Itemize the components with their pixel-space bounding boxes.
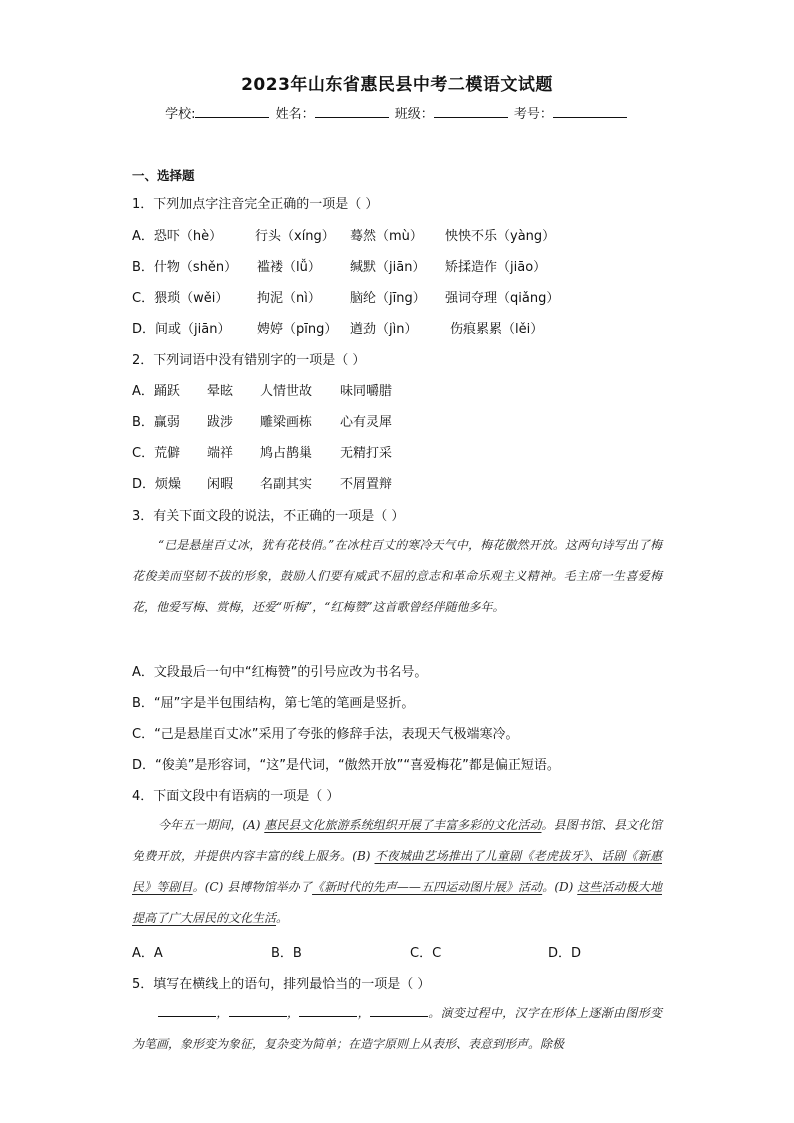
q5-stem: 5．填写在横线上的语句，排列最恰当的一项是（ ） [132, 977, 431, 992]
q3-option-a: A．文段最后一句中“红梅赞”的引号应改为书名号。 [132, 665, 428, 680]
q4-passage: 今年五一期间，(A) 惠民县文化旅游系统组织开展了丰富多彩的文化活动。县图书馆、县文化馆免费开放，并提供内容丰富的线上服务。(B) 不夜城曲艺场推出了儿童剧《老虎拔牙》、话剧《新惠民》等剧目。(C) 县博物馆举办了《新时代的先声——五四运动图片展》活动。(D) 这些活动极大地提高了广大居民的文化生活。 [132, 818, 662, 925]
student-info-line [0, 103, 794, 122]
q4-segment-c: 《新时代的先声——五四运动图片展》活动 [312, 880, 543, 894]
section-heading: 一、选择题 [132, 168, 195, 183]
q5-blank-3[interactable] [299, 1004, 357, 1017]
page-title: 2023年山东省惠民县中考二模语文试题 [241, 75, 553, 95]
q4-option-b: B．B [271, 946, 302, 961]
exam-page: 2023年山东省惠民县中考二模语文试题 学校: 姓名： 班级： 考号： 一、选择题 1．下列加点字注音完全正确的一项是（ ） A．恐吓（hè） 行头（xíng） 蓦然（mù） 怏怏不乐（yàng） B．什物（shěn） 褴褛（lǚ） 缄默（jiān） 矫揉造作（jiāo） C．猥琐（wěi） 拘泥（nì） 脑纶（jīng） 强词夺理（qiǎng） D．间或（jiān） 娉婷（pīng） 遒劲（jìn） 伤痕累累（lěi） 2．下列词语中没有错别字的一项是（ ） A．踊跃 晕眩 人情世故 味同嚼腊 B．赢弱 跋涉 雕梁画栋 心有灵犀 C．荒僻 端祥 鸠占鹊巢 无精打采 D．烦燥 闲暇 名副其实 不屑置辩 3．有关下面文段的说法，不正确的一项是（ ） “已是悬崖百丈冰，犹有花枝俏。”在冰柱百丈的寒冷天气中，梅花傲然开放。这两句诗写出了梅花俊美而坚韧不拔的形象，鼓励人们要有威武不屈的意志和革命乐观主义精神。毛主席一生喜爱梅花，他爱写梅、赏梅，还爱“听梅”，“红梅赞”这首歌曾经伴随他多年。 A．文段最后一句中“红梅赞”的引号应改为书名号。 B．“屈”字是半包围结构，第七笔的笔画是竖折。 C．“己是悬崖百丈冰”采用了夸张的修辞手法，表现天气极端寒冷。 D．“俊美”是形容词，“这”是代词，“傲然开放”“喜爱梅花”都是偏正短语。 4．下面文段中有语病的一项是（ ） 今年五一期间，(A) 惠民县文化旅游系统组织开展了丰富多彩的文化活动。县图书馆、县文化馆免费开放，并提供内容丰富的线上服务。(B) 不夜城曲艺场推出了儿童剧《老虎拔牙》、话剧《新惠民》等剧目。(C) 县博物馆举办了《新时代的先声——五四运动图片展》活动。(D) 这些活动极大地提高了广大居民的文化生活。 A．A B．B C．C D．D 5．填写在横线上的语句，排列最恰当的一项是（ ） ， ， ， 。演变过程中，汉字在形体上逐渐由图形变为笔画，象形变为象征，复杂变为简单；在造字原则上从表形、表意到形声。除极 [0, 0, 794, 1123]
name-blank[interactable] [315, 105, 389, 118]
q5-passage: ， ， ， 。演变过程中，汉字在形体上逐渐由图形变为笔画，象形变为象征，复杂变为简单；在造字原则上从表形、表意到形声。除极 [132, 1006, 662, 1051]
class-label: 班级： [394, 107, 434, 122]
q1-stem: 1．下列加点字注音完全正确的一项是（ ） [132, 197, 379, 212]
q3-stem: 3．有关下面文段的说法，不正确的一项是（ ） [132, 509, 405, 524]
q4-option-d: D．D [548, 946, 582, 961]
q3-passage: “已是悬崖百丈冰，犹有花枝俏。”在冰柱百丈的寒冷天气中，梅花傲然开放。这两句诗写出了梅花俊美而坚韧不拔的形象，鼓励人们要有威武不屈的意志和革命乐观主义精神。毛主席一生喜爱梅花，他爱写梅、赏梅，还爱“听梅”，“红梅赞”这首歌曾经伴随他多年。 [132, 538, 662, 614]
school-blank[interactable] [195, 105, 269, 118]
q3-option-d: D．“俊美”是形容词，“这”是代词，“傲然开放”“喜爱梅花”都是偏正短语。 [132, 758, 560, 773]
q3-option-c: C．“己是悬崖百丈冰”采用了夸张的修辞手法，表现天气极端寒冷。 [132, 727, 519, 742]
q5-blank-2[interactable] [229, 1004, 287, 1017]
name-label: 姓名： [275, 107, 315, 122]
q4-segment-d: 这些活动极大地提高了广大居民的文化生活 [132, 880, 662, 925]
exam-no-blank[interactable] [553, 105, 627, 118]
q5-blank-4[interactable] [370, 1004, 428, 1017]
q3-option-b: B．“屈”字是半包围结构，第七笔的笔画是竖折。 [132, 696, 415, 711]
q2-stem: 2．下列词语中没有错别字的一项是（ ） [132, 353, 366, 368]
school-label: 学校: [165, 107, 196, 122]
q5-blank-1[interactable] [158, 1004, 216, 1017]
exam-no-label: 考号： [513, 107, 553, 122]
class-blank[interactable] [434, 105, 508, 118]
q4-option-c: C．C [410, 946, 442, 961]
q4-stem: 4．下面文段中有语病的一项是（ ） [132, 789, 340, 804]
q4-segment-b: 不夜城曲艺场推出了儿童剧《老虎拔牙》、话剧《新惠民》等剧目 [132, 849, 662, 894]
q4-option-a: A．A [132, 946, 163, 961]
q4-segment-a: 惠民县文化旅游系统组织开展了丰富多彩的文化活动 [264, 818, 542, 832]
